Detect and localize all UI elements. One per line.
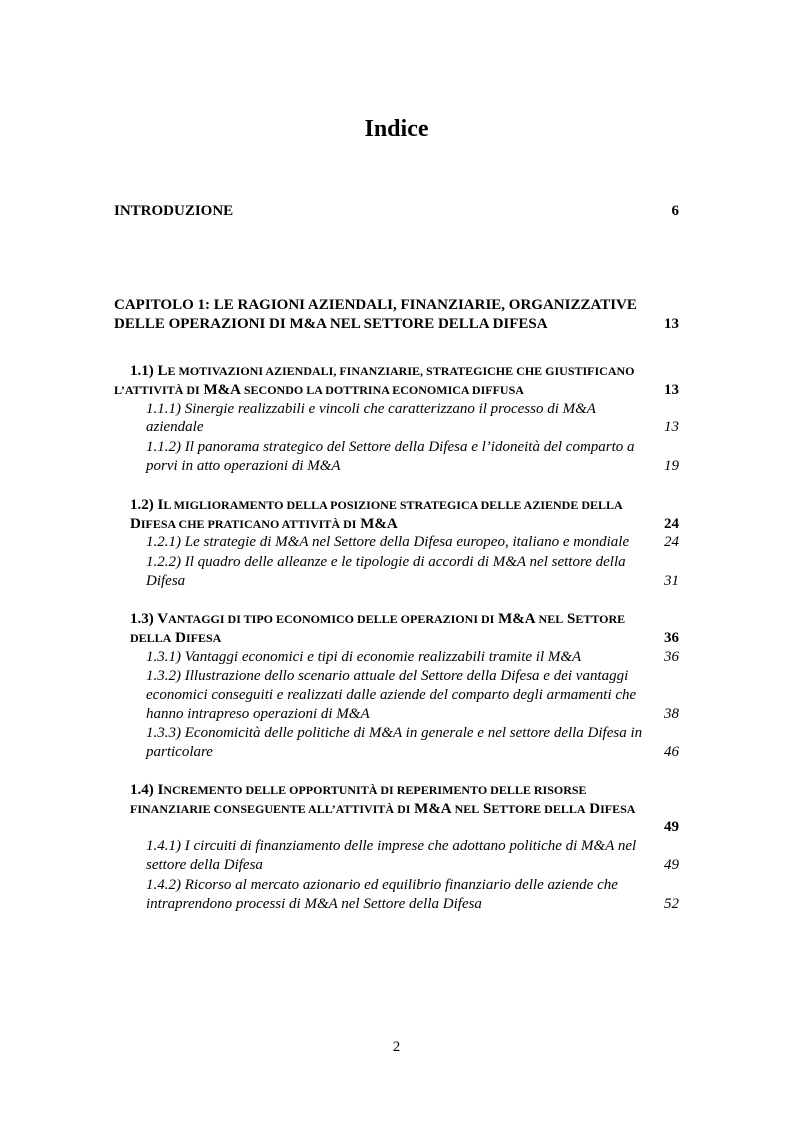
toc-sub-1-4-1-line2[interactable]: settore della Difesa — [146, 857, 263, 873]
section-text: NEL — [454, 802, 480, 816]
toc-sub-1-3-2-line3[interactable]: hanno intrapreso operazioni di M&A — [146, 706, 370, 722]
toc-sub-1-3-3-page[interactable]: 46 — [664, 744, 679, 760]
toc-sub-1-2-2-page[interactable]: 31 — [664, 573, 679, 589]
toc-section-1-1-line2[interactable] — [114, 381, 524, 400]
section-initial: S — [483, 801, 492, 817]
section-text: IFESA — [600, 802, 636, 816]
toc-sub-1-1-2-line2[interactable]: porvi in atto operazioni di M&A — [146, 458, 341, 474]
toc-sub-1-1-1-line1[interactable]: 1.1.1) Sinergie realizzabili e vincoli che caratterizzano il processo di M&A — [146, 401, 596, 417]
page-number: 2 — [392, 1039, 401, 1055]
toc-sub-1-1-1-page[interactable]: 13 — [664, 419, 679, 435]
section-initial: D — [175, 630, 186, 646]
toc-sub-1-1-1-line2[interactable]: aziendale — [146, 419, 204, 435]
toc-sub-1-1-2-line1[interactable]: 1.1.2) Il panorama strategico del Settore della Difesa e l’idoneità del comparto a — [146, 439, 635, 455]
toc-chapter1-title-line2[interactable]: DELLE OPERAZIONI DI M&A NEL SETTORE DELLA DIFESA — [114, 316, 548, 332]
toc-sub-1-4-1-line1[interactable]: 1.4.1) I circuiti di finanziamento delle imprese che adottano politiche di M&A nel — [146, 838, 637, 854]
section-text: IFESA — [185, 631, 222, 645]
section-initial: L — [157, 363, 168, 379]
section-text: L’ATTIVITÀ DI — [114, 383, 200, 397]
section-initial: D — [130, 516, 141, 532]
section-number: 1.1) — [130, 363, 154, 379]
toc-section-1-1-page[interactable]: 13 — [664, 382, 679, 398]
toc-section-1-2-line1[interactable] — [130, 496, 623, 515]
section-text-emph: M&A — [498, 611, 535, 627]
section-text: NEL — [538, 612, 564, 626]
toc-sub-1-2-1-line1[interactable]: 1.2.1) Le strategie di M&A nel Settore della Difesa europeo, italiano e mondiale — [146, 534, 630, 550]
toc-section-1-1-line1[interactable] — [130, 362, 635, 381]
section-initial: V — [157, 611, 169, 627]
toc-sub-1-4-2-line2[interactable]: intraprendono processi di M&A nel Settore della Difesa — [146, 896, 482, 912]
toc-intro-label[interactable]: INTRODUZIONE — [114, 203, 234, 219]
toc-section-1-4-line2[interactable] — [130, 800, 635, 819]
section-initial: I — [157, 782, 164, 798]
toc-sub-1-3-3-line2[interactable]: particolare — [146, 744, 213, 760]
toc-section-1-4-line1[interactable] — [130, 781, 587, 800]
section-initial: I — [157, 497, 164, 513]
section-initial: S — [566, 611, 576, 627]
toc-section-1-3-page[interactable]: 36 — [664, 630, 679, 646]
toc-sub-1-4-2-page[interactable]: 52 — [664, 896, 679, 912]
toc-chapter1-title-line1[interactable]: CAPITOLO 1: LE RAGIONI AZIENDALI, FINANZIARIE, ORGANIZZATIVE — [114, 297, 637, 313]
toc-section-1-3-line2[interactable] — [130, 629, 221, 648]
section-text: IFESA CHE PRATICANO ATTIVITÀ DI — [140, 517, 357, 531]
toc-sub-1-3-2-line2[interactable]: economici conseguiti e realizzati dalle aziende del comparto degli armamenti che — [146, 687, 637, 703]
section-text: E MOTIVAZIONI AZIENDALI, FINANZIARIE, STRATEGICHE CHE GIUSTIFICANO — [167, 364, 635, 378]
section-text: SECONDO LA DOTTRINA ECONOMICA DIFFUSA — [243, 383, 524, 397]
page-title: Indice — [364, 116, 429, 142]
section-number: 1.3) — [130, 611, 154, 627]
section-text-emph: M&A — [360, 516, 398, 532]
toc-chapter1-page[interactable]: 13 — [664, 316, 679, 332]
toc-section-1-2-line2[interactable] — [130, 515, 398, 534]
section-number: 1.4) — [130, 782, 154, 798]
toc-sub-1-2-2-line1[interactable]: 1.2.2) Il quadro delle alleanze e le tipologie di accordi di M&A nel settore della — [146, 554, 626, 570]
toc-sub-1-3-3-line1[interactable]: 1.3.3) Economicità delle politiche di M&A in generale e nel settore della Difesa in — [146, 725, 643, 741]
toc-sub-1-2-1-page[interactable]: 24 — [664, 534, 679, 550]
section-text-emph: M&A — [203, 382, 241, 398]
toc-section-1-3-line1[interactable] — [130, 610, 625, 629]
section-text: ETTORE — [575, 612, 626, 626]
section-text: ANTAGGI DI TIPO ECONOMICO DELLE OPERAZIONI DI — [168, 612, 495, 626]
toc-sub-1-3-1-page[interactable]: 36 — [664, 649, 679, 665]
toc-sub-1-2-2-line2[interactable]: Difesa — [146, 573, 186, 589]
section-text-emph: M&A — [414, 801, 451, 817]
section-text: ETTORE DELLA — [491, 802, 586, 816]
section-number: 1.2) — [130, 497, 154, 513]
section-text: DELLA — [130, 631, 172, 645]
toc-intro-page[interactable]: 6 — [671, 203, 679, 219]
section-initial: D — [589, 801, 601, 817]
toc-section-1-4-page[interactable]: 49 — [664, 819, 679, 835]
toc-sub-1-3-2-line1[interactable]: 1.3.2) Illustrazione dello scenario attuale del Settore della Difesa e dei vantaggi — [146, 668, 629, 684]
toc-sub-1-4-1-page[interactable]: 49 — [664, 857, 679, 873]
toc-sub-1-3-2-page[interactable]: 38 — [664, 706, 679, 722]
section-text: L MIGLIORAMENTO DELLA POSIZIONE STRATEGICA DELLE AZIENDE DELLA — [163, 498, 623, 512]
section-text: FINANZIARIE CONSEGUENTE ALL’ATTIVITÀ DI — [130, 802, 411, 816]
toc-sub-1-1-2-page[interactable]: 19 — [664, 458, 679, 474]
section-text: NCREMENTO DELLE OPPORTUNITÀ DI REPERIMENTO DELLE RISORSE — [163, 783, 587, 797]
toc-section-1-2-page[interactable]: 24 — [664, 516, 679, 532]
toc-sub-1-3-1-line1[interactable]: 1.3.1) Vantaggi economici e tipi di economie realizzabili tramite il M&A — [146, 649, 582, 665]
toc-sub-1-4-2-line1[interactable]: 1.4.2) Ricorso al mercato azionario ed equilibrio finanziario delle aziende che — [146, 877, 618, 893]
